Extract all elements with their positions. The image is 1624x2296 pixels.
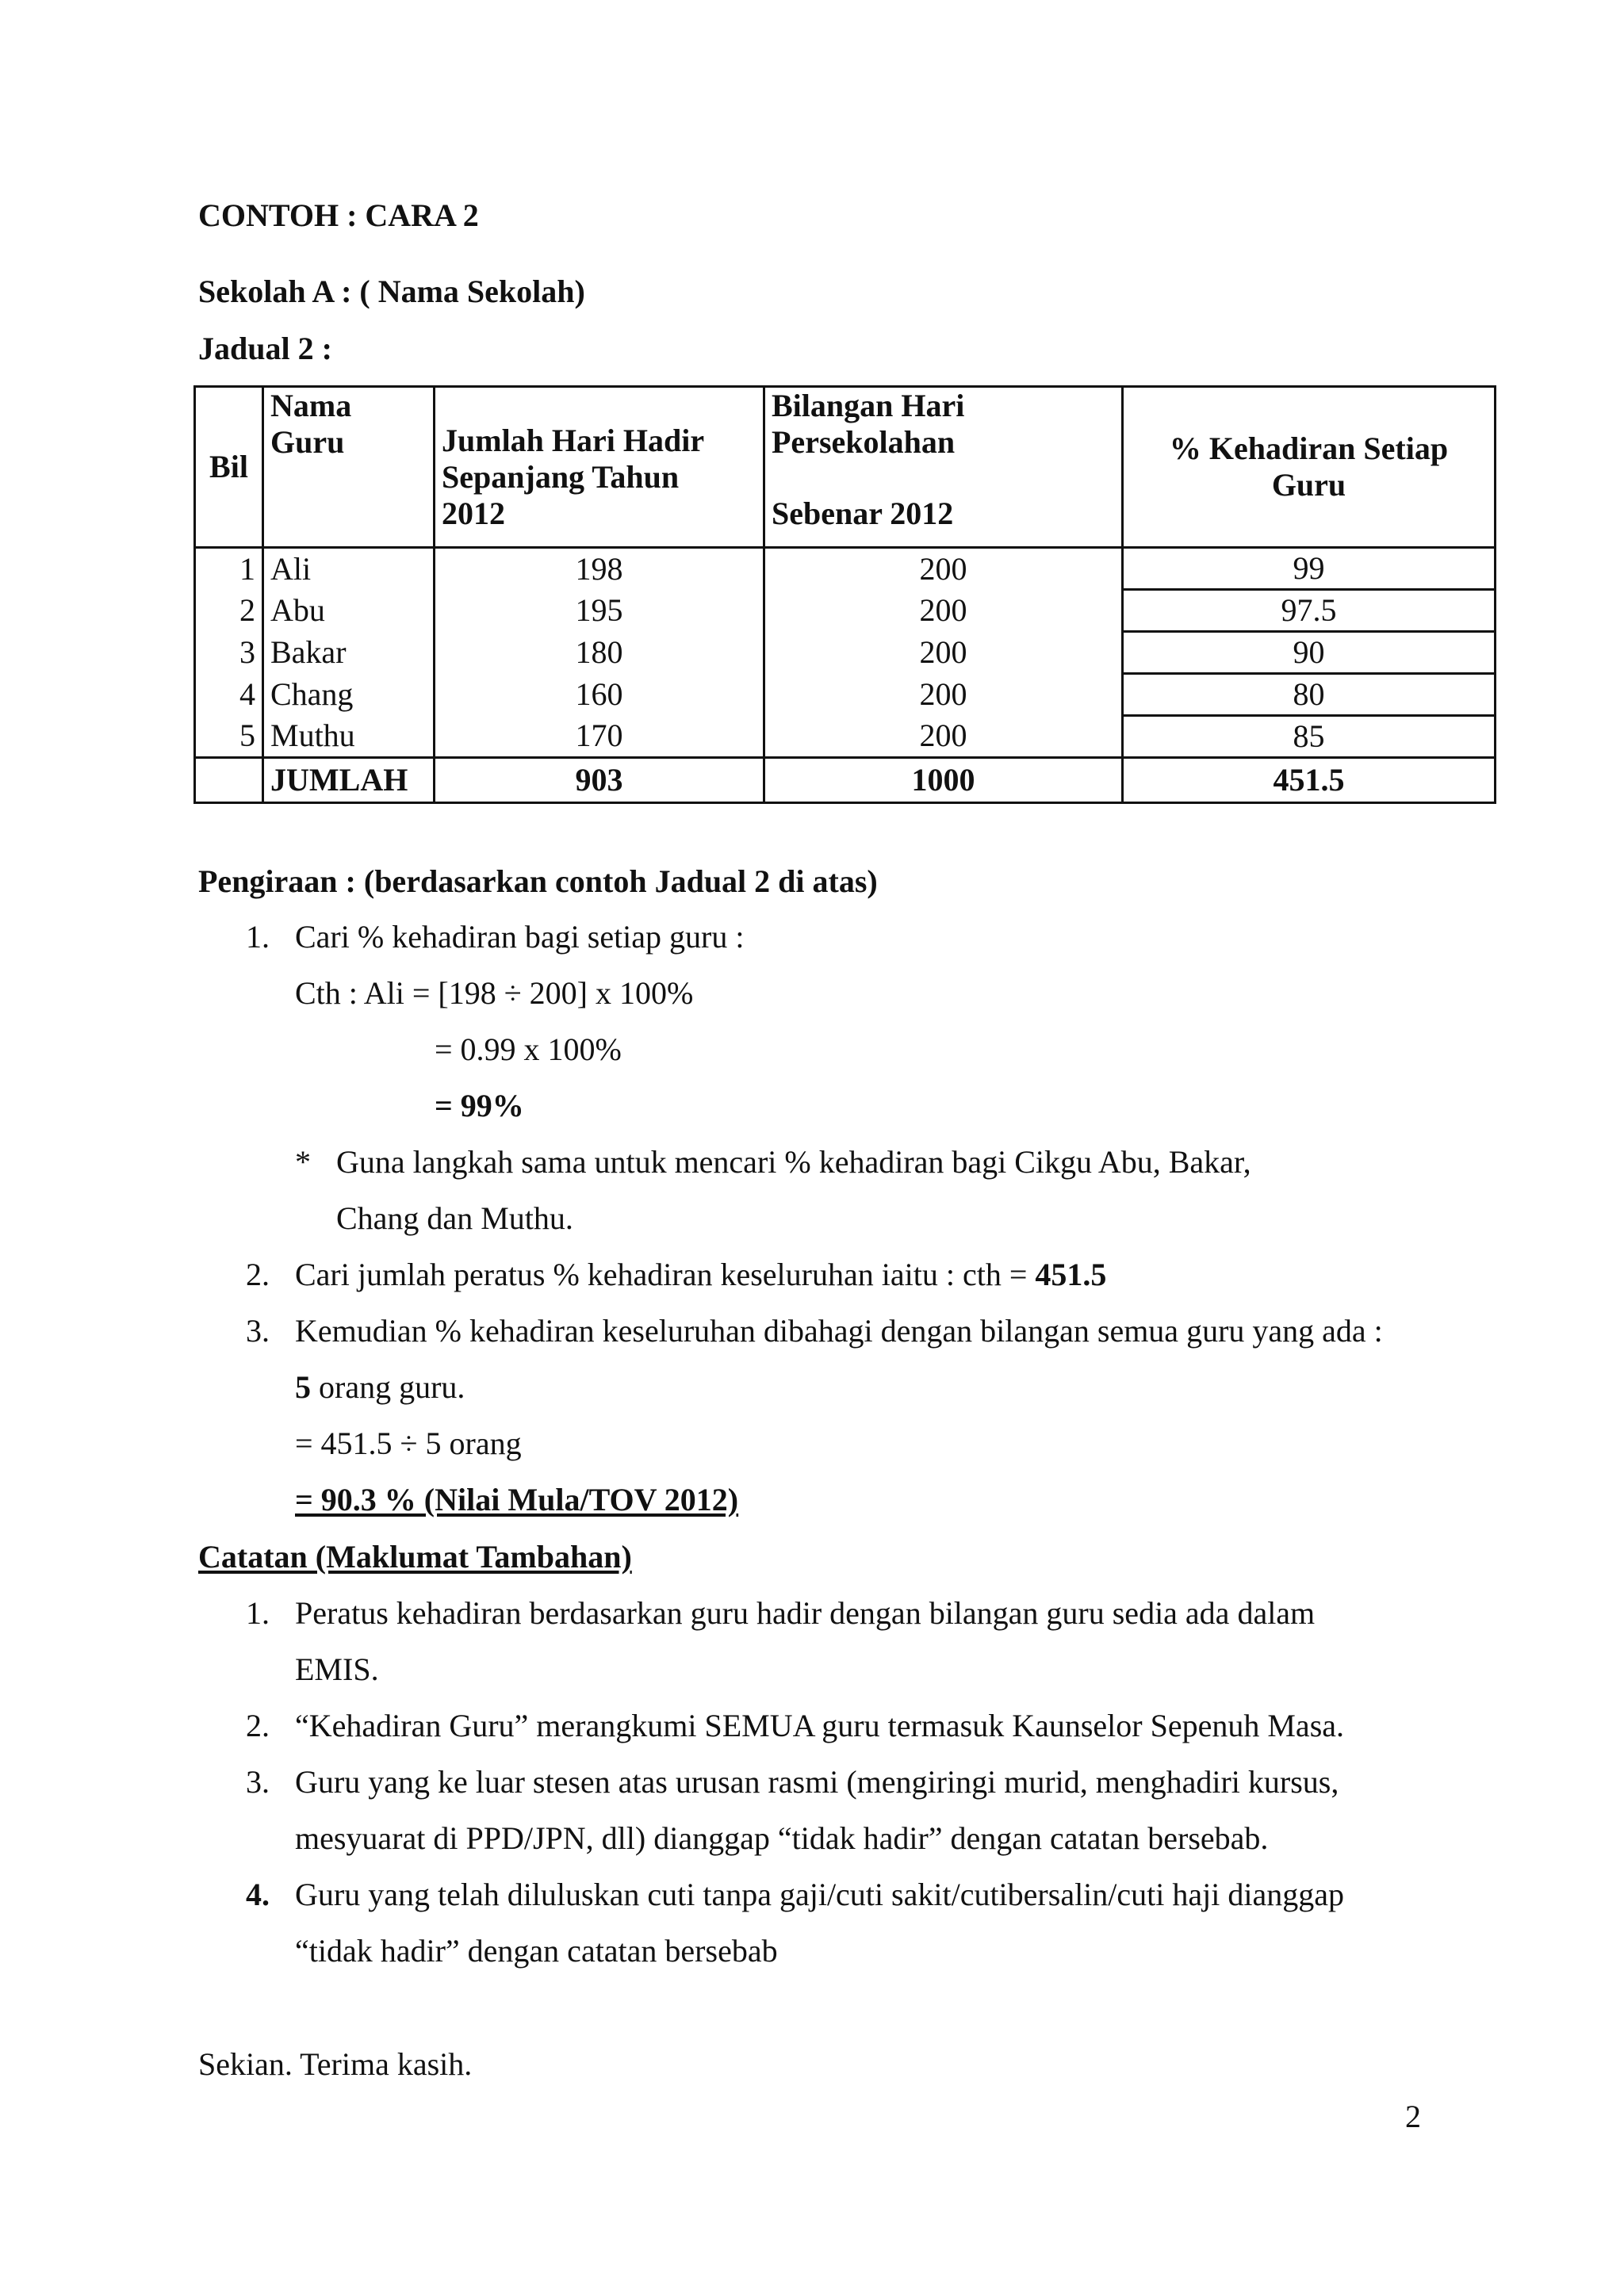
note-3-line-1: Guru yang ke luar stesen atas urusan rasmi (mengiringi murid, menghadiri kursus, <box>295 1764 1339 1800</box>
cell-nama: Bakar <box>263 632 435 674</box>
cell-peratus: 99 <box>1123 548 1496 590</box>
cell-hari: 200 <box>764 716 1123 758</box>
cell-hari: 200 <box>764 590 1123 632</box>
cell-bil: 3 <box>195 632 263 674</box>
cell-bil: 4 <box>195 674 263 716</box>
cell-nama: Abu <box>263 590 435 632</box>
header-bil: Bil <box>195 387 263 548</box>
table-header-row <box>195 387 1496 548</box>
notes-heading: Catatan (Maklumat Tambahan) <box>198 1539 632 1575</box>
cell-peratus: 85 <box>1123 716 1496 758</box>
calc-item-3-line-2: 5 orang guru. <box>295 1369 465 1405</box>
cell-peratus: 97.5 <box>1123 590 1496 632</box>
list-number: 1. <box>246 919 270 955</box>
note-3-line-2: mesyuarat di PPD/JPN, dll) dianggap “tidak hadir” dengan catatan bersebab. <box>295 1820 1269 1856</box>
calc-equation-2: = 0.99 x 100% <box>435 1031 622 1067</box>
list-number: 3. <box>246 1764 270 1800</box>
calc-equation-1: Cth : Ali = [198 ÷ 200] x 100% <box>295 975 694 1011</box>
cell-peratus: 90 <box>1123 632 1496 674</box>
cell-hadir: 195 <box>435 590 764 632</box>
cell-peratus: 80 <box>1123 674 1496 716</box>
calc-result: = 90.3 % (Nilai Mula/TOV 2012) <box>295 1482 739 1517</box>
calc-item-3-line-1: Kemudian % kehadiran keseluruhan dibahagi dengan bilangan semua guru yang ada : <box>295 1313 1383 1349</box>
note-4-line-2: “tidak hadir” dengan catatan bersebab <box>295 1933 778 1969</box>
total-peratus: 451.5 <box>1123 758 1496 803</box>
header-jumlah-hari-hadir: Jumlah Hari Hadir Sepanjang Tahun 2012 <box>435 387 764 548</box>
cell-hari: 200 <box>764 632 1123 674</box>
closing-text: Sekian. Terima kasih. <box>198 2046 473 2082</box>
total-label: JUMLAH <box>263 758 435 803</box>
cell-nama: Chang <box>263 674 435 716</box>
note-4-line-1: Guru yang telah diluluskan cuti tanpa gaji/cuti sakit/cutibersalin/cuti haji dianggap <box>295 1877 1344 1912</box>
note-asterisk: * <box>295 1144 311 1180</box>
list-number: 4. <box>246 1877 270 1912</box>
table-row <box>195 674 1496 716</box>
cell-hari: 200 <box>764 548 1123 590</box>
cell-bil: 2 <box>195 590 263 632</box>
cell-bil: 5 <box>195 716 263 758</box>
total-hari: 1000 <box>764 758 1123 803</box>
note-2-line-1: “Kehadiran Guru” merangkumi SEMUA guru termasuk Kaunselor Sepenuh Masa. <box>295 1708 1345 1743</box>
table-row <box>195 590 1496 632</box>
table-row <box>195 548 1496 590</box>
attendance-table <box>193 385 1496 804</box>
list-number: 2. <box>246 1708 270 1743</box>
calc-equation-3: = 99% <box>435 1088 524 1123</box>
calc-heading: Pengiraan : (berdasarkan contoh Jadual 2 di atas) <box>198 863 878 899</box>
cell-hadir: 160 <box>435 674 764 716</box>
header-bilangan-hari: Bilangan Hari Persekolahan Sebenar 2012 <box>764 387 1123 548</box>
list-number: 1. <box>246 1595 270 1631</box>
header-peratus-kehadiran: % Kehadiran Setiap Guru <box>1123 387 1496 548</box>
list-number: 2. <box>246 1257 270 1292</box>
list-number: 3. <box>246 1313 270 1349</box>
cell-hadir: 198 <box>435 548 764 590</box>
table-title: Jadual 2 : <box>198 331 332 366</box>
calc-note-line-1: Guna langkah sama untuk mencari % kehadiran bagi Cikgu Abu, Bakar, <box>336 1144 1251 1180</box>
calc-note-line-2: Chang dan Muthu. <box>336 1200 573 1236</box>
cell-hadir: 170 <box>435 716 764 758</box>
calc-item-1: Cari % kehadiran bagi setiap guru : <box>295 919 745 955</box>
note-1-line-2: EMIS. <box>295 1651 379 1687</box>
cell-empty <box>195 758 263 803</box>
calc-equation-4: = 451.5 ÷ 5 orang <box>295 1425 522 1461</box>
table-row <box>195 716 1496 758</box>
calc-item-2: Cari jumlah peratus % kehadiran keseluruhan iaitu : cth = 451.5 <box>295 1257 1107 1292</box>
table-total-row <box>195 758 1496 803</box>
header-nama-guru: Nama Guru <box>263 387 435 548</box>
note-1-line-1: Peratus kehadiran berdasarkan guru hadir dengan bilangan guru sedia ada dalam <box>295 1595 1316 1631</box>
total-hadir: 903 <box>435 758 764 803</box>
cell-nama: Muthu <box>263 716 435 758</box>
cell-bil: 1 <box>195 548 263 590</box>
cell-hadir: 180 <box>435 632 764 674</box>
school-label: Sekolah A : ( Nama Sekolah) <box>198 274 585 309</box>
cell-hari: 200 <box>764 674 1123 716</box>
page-number: 2 <box>1405 2099 1421 2134</box>
cell-nama: Ali <box>263 548 435 590</box>
table-row <box>195 632 1496 674</box>
page-heading: CONTOH : CARA 2 <box>198 197 479 233</box>
